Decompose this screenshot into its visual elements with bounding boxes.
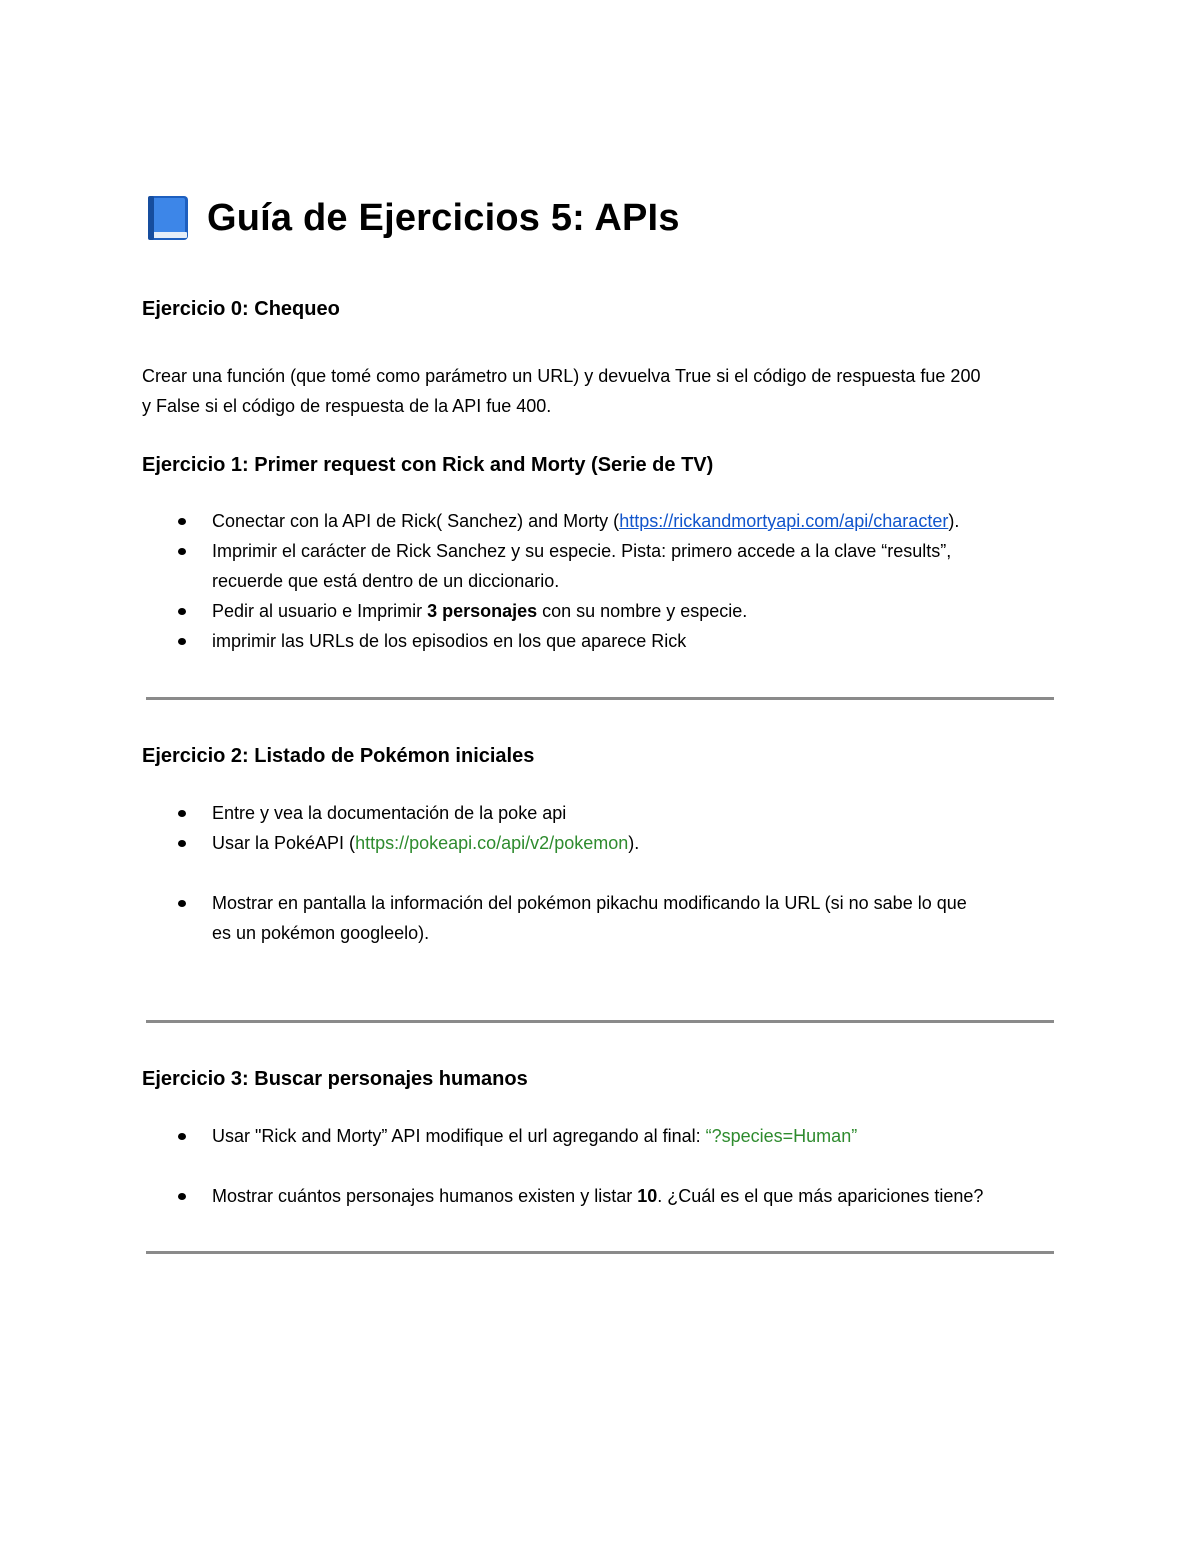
- exercise-0-text-line-1: Crear una función (que tomé como parámetro un URL) y devuelva True si el código de respuesta fue 200: [142, 366, 981, 386]
- horizontal-divider: [146, 1251, 1054, 1254]
- exercise-3-heading: Ejercicio 3: Buscar personajes humanos: [142, 1068, 528, 1090]
- horizontal-divider: [146, 1020, 1054, 1023]
- exercise-1-heading: Ejercicio 1: Primer request con Rick and Morty (Serie de TV): [142, 454, 714, 476]
- title-row: [145, 190, 680, 246]
- bullet-icon: [178, 608, 186, 615]
- rick-and-morty-api-link[interactable]: https://rickandmortyapi.com/api/character: [619, 511, 949, 531]
- bullet-icon: [178, 518, 186, 525]
- exercise-0-text-line-2: y False si el código de respuesta de la API fue 400.: [142, 396, 552, 416]
- blue-book-icon: [145, 194, 191, 242]
- horizontal-divider: [146, 697, 1054, 700]
- page-title: Guía de Ejercicios 5: APIs: [207, 196, 680, 239]
- bullet-icon: [178, 900, 186, 907]
- bullet-icon: [178, 638, 186, 645]
- list-item: Conectar con la API de Rick( Sanchez) and Morty (https://rickandmortyapi.com/api/character).: [142, 506, 1062, 536]
- bullet-icon: [178, 1193, 186, 1200]
- exercise-0-heading: Ejercicio 0: Chequeo: [142, 298, 340, 320]
- bullet-icon: [178, 1133, 186, 1140]
- species-query-text: “?species=Human”: [705, 1126, 858, 1146]
- bullet-icon: [178, 840, 186, 847]
- exercise-1-list: [142, 506, 1062, 656]
- list-item: imprimir las URLs de los episodios en los que aparece Rick: [142, 626, 1062, 656]
- list-item: Usar "Rick and Morty” API modifique el url agregando al final: “?species=Human”: [142, 1121, 1062, 1151]
- list-item: Imprimir el carácter de Rick Sanchez y su especie. Pista: primero accede a la clave “results”, recuerde que está dentro de un diccionario.: [142, 536, 1062, 596]
- exercise-3-list: [142, 1121, 1062, 1211]
- list-item: Pedir al usuario e Imprimir 3 personajes con su nombre y especie.: [142, 596, 1062, 626]
- list-item: Entre y vea la documentación de la poke api: [142, 798, 1062, 828]
- pokeapi-url: https://pokeapi.co/api/v2/pokemon: [355, 833, 629, 853]
- bullet-icon: [178, 810, 186, 817]
- list-item: Mostrar en pantalla la información del pokémon pikachu modificando la URL (si no sabe lo que es un pokémon googleelo).: [142, 888, 1062, 948]
- list-item: Usar la PokéAPI (https://pokeapi.co/api/v2/pokemon).: [142, 828, 1062, 858]
- bullet-icon: [178, 548, 186, 555]
- exercise-2-list: [142, 798, 1062, 948]
- list-item: Mostrar cuántos personajes humanos existen y listar 10. ¿Cuál es el que más apariciones tiene?: [142, 1181, 1062, 1211]
- exercise-2-heading: Ejercicio 2: Listado de Pokémon iniciales: [142, 745, 535, 767]
